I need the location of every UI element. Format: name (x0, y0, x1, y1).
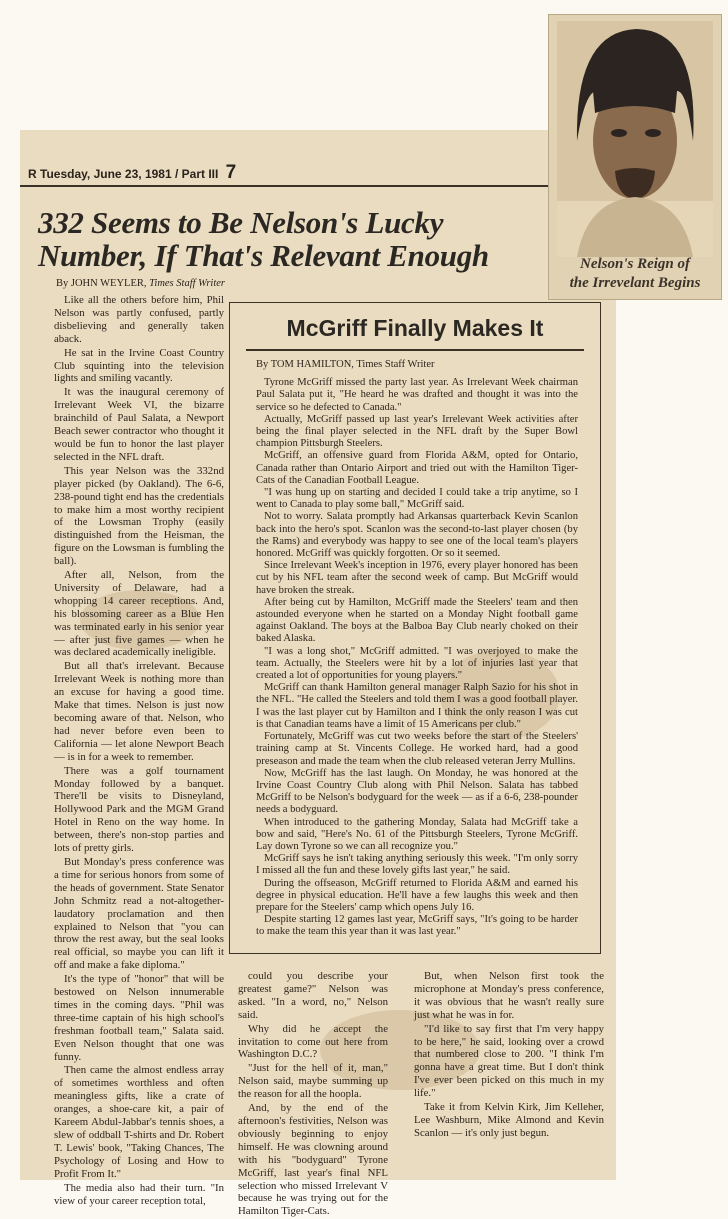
story-column-3 (414, 970, 604, 1141)
story-paragraph: Why did he accept the invitation to come out here from Washington D.C.? (238, 1022, 388, 1061)
sidebar-paragraph: McGriff says he isn't taking anything seriously this week. "I'm only sorry I missed all the fun and these lovely gifts last year," he said. (256, 853, 578, 877)
story-paragraph: Then came the almost endless array of sometimes worthless and often meaningless gifts, like a crate of oranges, a shoe-care kit, a pair of Kareem Abdul-Jabbar's tennis shoes, a slew of oddball T-shirts and Dr. Robert T. Lewis' book, "Taking Chances, The Psychology of Losing and How to Profit From It." (54, 1064, 224, 1180)
sidebar-paragraph: When introduced to the gathering Monday, Salata had McGriff take a bow and said, "Here's No. 61 of the Pittsburgh Steelers, Tyrone McGriff. Lay down Tyrone so we can all recognize you." (256, 816, 578, 852)
photo-clipping (548, 14, 722, 300)
photo-caption (553, 255, 717, 293)
sidebar-byline: By TOM HAMILTON, Times Staff Writer (256, 359, 435, 370)
story-paragraph: But Monday's press conference was a time for serious honors from some of the heads of government. State Senator John Schmitz read a not-altogether-laudatory proclamation and then explained to Nelson that "you can throw the rest away, but the seal looks real official, so maybe you can lift it off and make a fake diploma." (54, 855, 224, 972)
sidebar-paragraph: Fortunately, McGriff was cut two weeks before the start of the Steelers' training camp at St. Vincents College. He worked hard, had a good preseason and made the team when the club released veteran Jerry Mullins. (256, 731, 578, 767)
byline (56, 278, 225, 289)
top-rule (20, 185, 616, 187)
story-paragraph: This year Nelson was the 332nd player picked (by Oakland). The 6-6, 238-pound tight end has the credentials to make him a most worthy recipient of the Lowsman Trophy (easily distinguished from the Heisman, the figure on the Lowsman is fumbling the ball). (54, 464, 225, 568)
story-column-2 (238, 970, 388, 1219)
story-paragraph: Take it from Kelvin Kirk, Jim Kelleher, Lee Washburn, Mike Almond and Kevin Scanlon — it's only just begun. (414, 1101, 604, 1139)
headline-line-1: 332 Seems to Be Nelson's Lucky (38, 205, 444, 240)
story-paragraph: It was the inaugural ceremony of Irrelevant Week VI, the bizarre brainchild of Paul Salata, a Newport Beach sewer contractor who thought it would be fun to honor the last player selected in the NFL draft. (54, 386, 224, 463)
sidebar-paragraph: Since Irrelevant Week's inception in 1976, every player honored has been cut by his NFL team after the second week of camp. But McGriff would have broken the streak. (256, 560, 578, 596)
sidebar-story-box (229, 302, 601, 954)
edition-mark: R (28, 167, 37, 181)
sidebar-paragraph: During the offseason, McGriff returned to Florida A&M and earned his degree in physical education. He'll have a few laughs this week and then prepare for the Steelers' camp which opens July 16. (256, 877, 578, 913)
story-paragraph: There was a golf tournament Monday followed by a banquet. There'll be visits to Disneyland, Hollywood Park and the MGM Grand Hotel in Reno on the way home. In between, there's non-stop parties and lots of pretty girls. (54, 764, 224, 855)
sidebar-title: McGriff Finally Makes It (286, 315, 544, 341)
story-paragraph: It's the type of "honor" that will be bestowed on Nelson innumerable times in the coming days. "Phil was three-time captain of his high school's freshman football team," Salata said. Even Nelson thought that one was funny. (54, 973, 224, 1063)
byline-name: By JOHN WEYLER, (56, 278, 147, 289)
date-line: Tuesday, June 23, 1981 / Part III (40, 167, 219, 181)
sidebar-rule (246, 349, 584, 351)
sidebar-paragraph: "I was hung up on starting and decided I could take a trip anytime, so I went to Canada to play some ball," McGriff said. (256, 487, 578, 511)
sidebar-paragraph: Actually, McGriff passed up last year's Irrelevant Week activities after being the final player selected in the NFL draft by the Super Bowl champion Pittsburgh Steelers. (256, 413, 578, 450)
sidebar-paragraph: After being cut by Hamilton, McGriff made the Steelers' team and then astounded everyone when he started on a Monday Night football game against Oakland. The boys at the Balboa Bay Club nearly choked on their baked Alaska. (256, 596, 578, 645)
photo-caption-line-1: Nelson's Reign of (579, 256, 690, 272)
sidebar-paragraph: Tyrone McGriff missed the party last year. As Irrelevant Week chairman Paul Salata put it, "He heard he was drafted and thought it was into the service so he defected to Canada." (256, 377, 578, 413)
sidebar-paragraph: "I was a long shot," McGriff admitted. "I was overjoyed to make the team. Actually, the Steelers were hit by a lot of injuries last year that created a lot of opportunities for young players." (256, 645, 578, 682)
story-paragraph: After all, Nelson, from the University of Delaware, had a whopping 14 career receptions. And, his blossoming career as a Blue Hen was terminated early in his senior year — after just five games — when he was declared academically ineligible. (54, 569, 224, 659)
sidebar-paragraph: McGriff can thank Hamilton general manager Ralph Sazio for his shot in the NFL. "He called the Steelers and told them I was a good football player. I was the last player cut by Hamilton and I think the only reason I was cut is that Canadian teams have a limit of 15 Americans per club." (256, 682, 578, 730)
story-paragraph: But, when Nelson first took the microphone at Monday's press conference, it was obvious that he wasn't really sure just what he was in for. (414, 970, 604, 1021)
story-column-1 (54, 294, 224, 1208)
story-paragraph: "I'd like to say first that I'm very happy to be here," he said, looking over a crowd that numbered close to 200. "I think I'm gonna have a great time. But I don't think I've ever been picked on this much in my life." (414, 1022, 604, 1100)
sidebar-paragraph: Not to worry. Salata promptly had Arkansas quarterback Kevin Scanlon back into the hero's spot. Scanlon was the second-to-last player chosen (by the Rams) and everybody was happy to see one of the local team's players honored. McGriff was quickly forgotten. Or so it seemed. (256, 511, 578, 560)
photo-caption-line-2: the Irrevelant Begins (569, 275, 701, 291)
story-paragraph: But all that's irrelevant. Because Irrelevant Week is nothing more than an excuse for having a good time. Make that times. Nelson is just now becoming aware of that. Nelson, who had never before even been to California — let alone Newport Beach — is in for a week to remember. (54, 660, 224, 763)
sidebar-body (256, 359, 578, 939)
headline (38, 206, 558, 272)
sidebar-paragraph: Despite starting 12 games last year, McGriff says, "It's going to be harder to make the team this year than it was last year." (256, 914, 578, 938)
story-paragraph: And, by the end of the afternoon's festivities, Nelson was obviously beginning to enjoy himself. He was clowning around with his "bodyguard" Tyrone McGriff, last year's final NFL selection who missed Irrelevant V because he was trying out for the Hamilton Tiger-Cats. (238, 1102, 388, 1218)
sidebar-paragraph: Now, McGriff has the last laugh. On Monday, he was honored at the Irvine Coast Country Club along with Phil Nelson. Salata has tabbed McGriff to be Nelson's bodyguard for the week — as if a 6-6, 238-pounder needs a bodyguard. (256, 767, 578, 816)
page-number: 7 (225, 162, 237, 183)
byline-role: Times Staff Writer (149, 278, 225, 289)
headline-line-2: Number, If That's Relevant Enough (38, 238, 489, 273)
story-paragraph: He sat in the Irvine Coast Country Club squinting into the television lights and smiling vacantly. (54, 346, 224, 385)
story-paragraph: The media also had their turn. "In view of your career reception total, (54, 1181, 224, 1207)
sidebar-paragraph: McGriff, an offensive guard from Florida A&M, opted for Ontario, Canada rather than Ontario Airport and tried out with the Hamilton Tiger-Cats of the Canadian Football League. (256, 450, 578, 486)
story-paragraph: "Just for the hell of it, man," Nelson said, maybe summing up the reason for all the hoopla. (238, 1062, 388, 1101)
portrait-photo (557, 21, 713, 257)
story-paragraph: Like all the others before him, Phil Nelson was partly confused, partly disbelieving and generally taken aback. (54, 294, 224, 345)
folio-line (28, 162, 236, 184)
story-paragraph: could you describe your greatest game?" Nelson was asked. "In a word, no," Nelson said. (238, 970, 388, 1021)
